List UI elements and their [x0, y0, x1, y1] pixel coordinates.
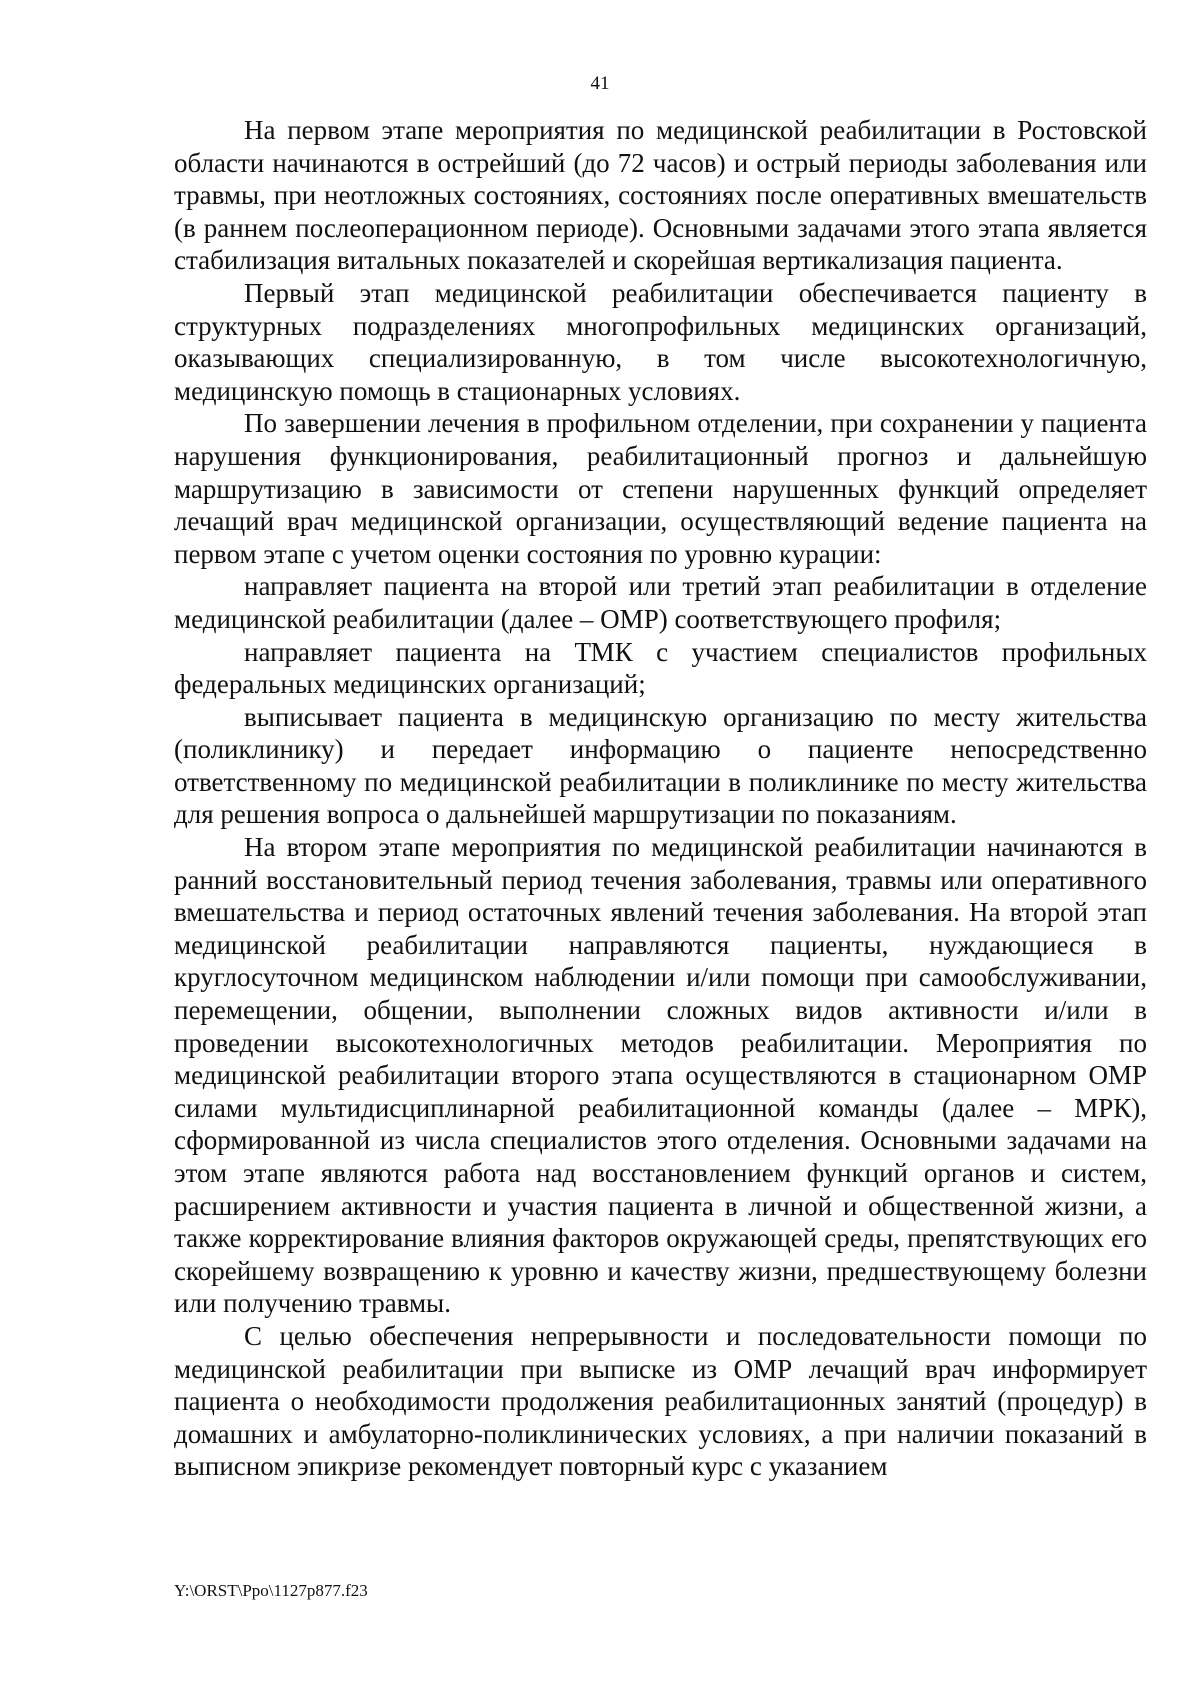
paragraph-7: На втором этапе мероприятия по медицинской реабилитации начинаются в ранний восстановительный период течения заболевания, травмы или оперативного вмешательства и период остаточных явлений течения заболевания. На второй этап медицинской реабилитации направляются пациенты, нуждающиеся в круглосуточном медицинском наблюдении и/или помощи при самообслуживании, перемещении, общении, выполнении сложных видов активности и/или в проведении высокотехнологичных методов реабилитации. Мероприятия по медицинской реабилитации второго этапа осуществляются в стационарном ОМР силами мультидисциплинарной реабилитационной команды (далее – МРК), сформированной из числа специалистов этого отделения. Основными задачами на этом этапе являются работа над восстановлением функций органов и систем, расширением активности и участия пациента в личной и общественной жизни, а также корректирование влияния факторов окружающей среды, препятствующих его скорейшему возвращению к уровню и качеству жизни, предшествующему болезни или получению травмы.: [174, 832, 1147, 1319]
paragraph-3: По завершении лечения в профильном отделении, при сохранении у пациента нарушения функционирования, реабилитационный прогноз и дальнейшую маршрутизацию в зависимости от степени нарушенных функций определяет лечащий врач медицинской организации, осуществляющий ведение пациента на первом этапе с учетом оценки состояния по уровню курации:: [174, 408, 1147, 569]
paragraph-2: Первый этап медицинской реабилитации обеспечивается пациенту в структурных подразделениях многопрофильных медицинских организаций, оказывающих специализированную, в том числе высокотехнологичную, медицинскую помощь в стационарных условиях.: [174, 277, 1147, 406]
document-body: [174, 114, 1147, 1483]
page-number: 41: [590, 73, 610, 94]
paragraph-6: выписывает пациента в медицинскую организацию по месту жительства (поликлинику) и передает информацию о пациенте непосредственно ответственному по медицинской реабилитации в поликлинике по месту жительства для решения вопроса о дальнейшей маршрутизации по показаниям.: [174, 701, 1147, 830]
paragraph-1: На первом этапе мероприятия по медицинской реабилитации в Ростовской области начинаются в острейший (до 72 часов) и острый периоды заболевания или травмы, при неотложных состояниях, состояниях после оперативных вмешательств (в раннем послеоперационном периоде). Основными задачами этого этапа является стабилизация витальных показателей и скорейшая вертикализация пациента.: [174, 115, 1147, 276]
paragraph-8: С целью обеспечения непрерывности и последовательности помощи по медицинской реабилитации при выписке из ОМР лечащий врач информирует пациента о необходимости продолжения реабилитационных занятий (процедур) в домашних и амбулаторно-поликлинических условиях, а при наличии показаний в выписном эпикризе рекомендует повторный курс с указанием: [174, 1320, 1147, 1482]
file-path-footer: Y:\ORST\Ppo\1127p877.f23: [174, 1581, 368, 1600]
paragraph-4: направляет пациента на второй или третий этап реабилитации в отделение медицинской реабилитации (далее – ОМР) соответствующего профиля;: [174, 571, 1147, 634]
paragraph-5: направляет пациента на ТМК с участием специалистов профильных федеральных медицинских организаций;: [174, 636, 1147, 700]
